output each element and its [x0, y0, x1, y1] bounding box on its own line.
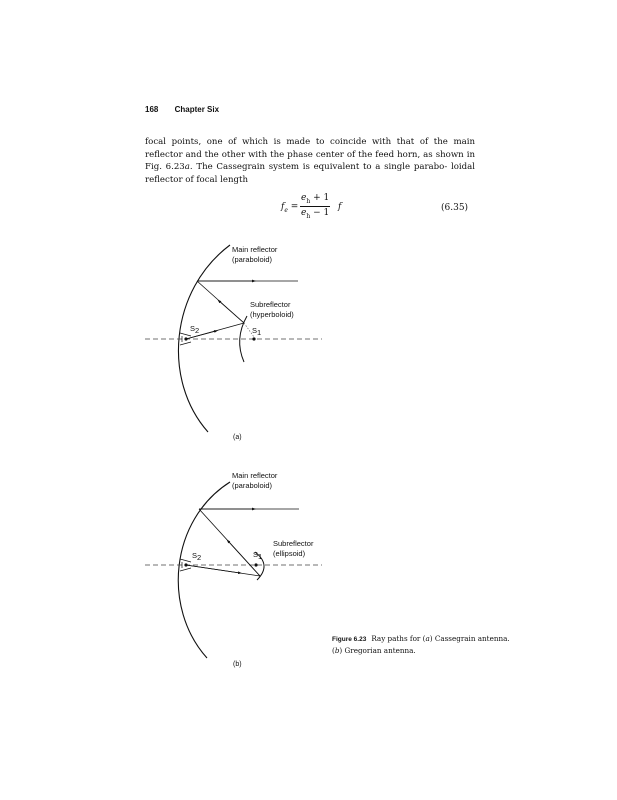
equation-rhs: f: [338, 202, 342, 212]
page-number: 168: [145, 105, 159, 114]
paragraph-line-4: loidal reflector of focal length: [145, 162, 476, 185]
subreflector-label-a: Subreflector: [250, 300, 291, 309]
figure-b-gregorian: [145, 471, 322, 668]
ray-arrow-2-a: [219, 301, 244, 323]
focus-s2-b: [184, 563, 187, 566]
equation-number: (6.35): [441, 203, 469, 213]
paragraph-line-3-post: . The Cassegrain system is equivalent to a single parabo-: [189, 162, 448, 172]
figure-label: Figure 6.23: [332, 636, 367, 643]
s1-label-a: S1: [252, 326, 262, 337]
caption-text-1: Ray paths for (: [371, 634, 426, 643]
panel-label-b: (b): [233, 661, 242, 668]
caption-text-3: ) Gregorian antenna.: [339, 645, 416, 655]
main-reflector-label-a: Main reflector: [232, 245, 278, 254]
figure-ref-a: a: [184, 162, 190, 172]
main-reflector-type-a: (paraboloid): [232, 255, 273, 264]
subreflector-label-b: Subreflector: [273, 539, 314, 548]
ray-arrow-1-b: [186, 565, 240, 573]
equation-lhs: $f_e$ =: [281, 202, 299, 214]
s1-label-b: S1: [253, 550, 263, 561]
main-reflector-label-b: Main reflector: [232, 471, 278, 480]
equation-denominator: $e_h - 1$: [301, 207, 330, 220]
equation-numerator: $e_h + 1$: [301, 193, 330, 205]
figure-a-cassegrain: [145, 245, 322, 441]
caption-italic-a: a: [425, 634, 430, 643]
figure-caption: [332, 634, 512, 656]
chapter-title: Chapter Six: [174, 105, 220, 114]
s2-label-b: S2: [192, 551, 202, 562]
caption-italic-b: b: [334, 645, 340, 655]
paragraph-line-1: focal points, one of which is made to coincide with that of the main: [145, 137, 475, 147]
main-reflector-type-b: (paraboloid): [232, 481, 273, 490]
panel-label-a: (a): [233, 434, 242, 441]
paragraph-line-2: reflector and the other with the phase center of the feed horn, as shown: [145, 149, 464, 160]
focus-s1-a: [252, 337, 255, 340]
paragraph-line-3-pre: in Fig. 6.23: [145, 149, 475, 172]
subreflector-type-a: (hyperboloid): [250, 310, 294, 319]
s2-label-a: S2: [190, 324, 200, 335]
subreflector-type-b: (ellipsoid): [273, 549, 306, 558]
caption-text-2: ) Cassegrain antenna. (: [332, 634, 510, 655]
focus-s1-b: [254, 563, 257, 566]
focus-s2-a: [184, 337, 187, 340]
